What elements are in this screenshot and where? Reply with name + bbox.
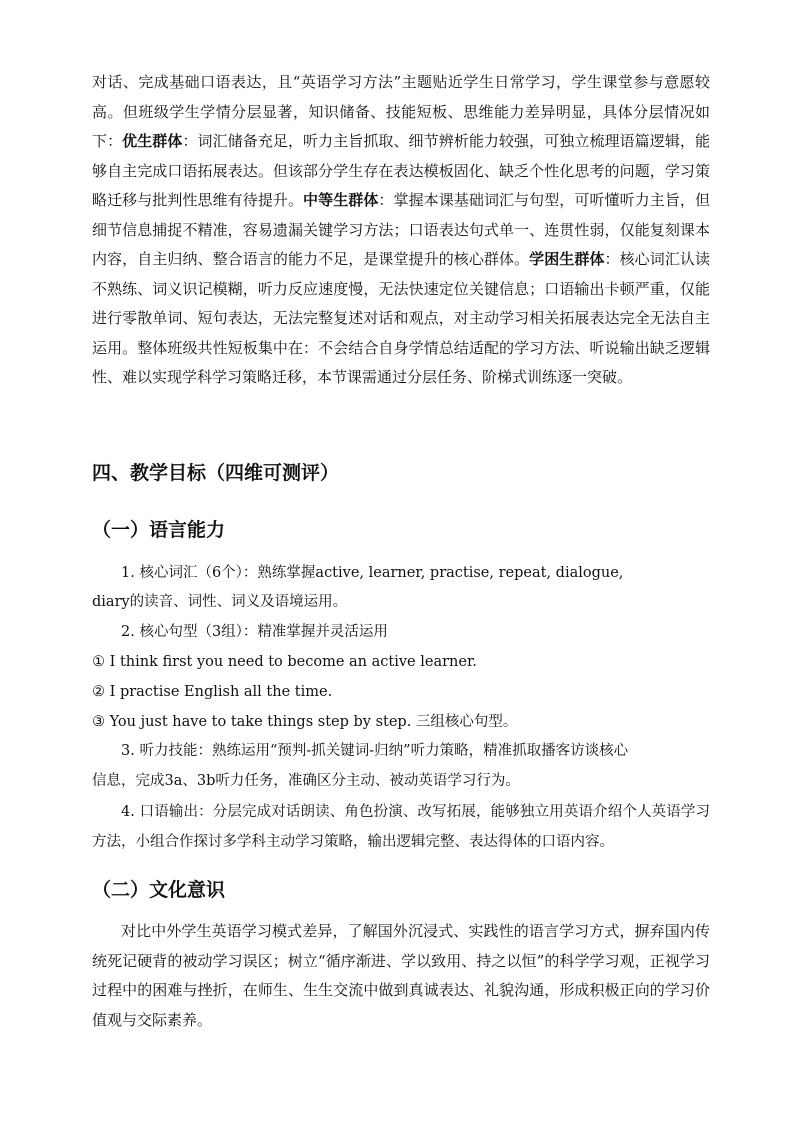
section-heading-objectives: 四、教学目标（四维可测评） bbox=[92, 462, 340, 484]
learner-analysis-paragraph bbox=[92, 68, 710, 393]
intro-text: 对话、完成基础口语表达，且“英语学习方法”主题贴近学生日常学习，学生课堂参与意愿较高。但班级学生学情分层显著，知识储备、技能短板、思维能力差异明显，具体分层情况如下： bbox=[92, 73, 710, 150]
struggling-group-text: ：核心词汇认读不熟练、词义识记模糊，听力反应速度慢，无法快速定位关键信息；口语输出卡顿严重，仅能进行零散单词、短句表达，无法完整复述对话和观点，对主动学习相关拓展表达完全无法自主运用。整体班级共性短板集中在：不会结合自身学情总结适配的学习方法、听说输出缺乏逻辑性、难以实现学科学习策略迁移，本节课需通过分层任务、阶梯式训练逐一突破。 bbox=[92, 250, 710, 386]
struggling-group-label: 学困生群体 bbox=[529, 250, 605, 268]
sentence-pattern-2: ② I practise English all the time. bbox=[92, 684, 333, 700]
listening-line-1: 3. 听力技能：熟练运用“预判-抓关键词-归纳”听力策略，精准抓取播客访谈核心 bbox=[121, 743, 629, 759]
subheading-language-ability: （一）语言能力 bbox=[92, 519, 226, 541]
middle-group-text: ：掌握本课基础词汇与句型，可听懂听力主旨，但细节信息捕捉不精准，容易遗漏关键学习方法；口语表达句式单一、连贯性弱，仅能复刻课本内容，自主归纳、整合语言的能力不足，是课堂提升的核心群体。 bbox=[92, 191, 710, 268]
subheading-cultural-awareness: （二）文化意识 bbox=[92, 879, 226, 901]
vocabulary-line-1: 1. 核心词汇（6个）：熟练掌握active, learner, practise, repeat, dialogue, bbox=[121, 565, 624, 581]
top-group-label: 优生群体 bbox=[122, 132, 183, 150]
vocabulary-line-2: diary的读音、词性、词义及语境运用。 bbox=[92, 594, 348, 610]
middle-group-label: 中等生群体 bbox=[303, 191, 379, 209]
top-group-text: ：词汇储备充足，听力主旨抓取、细节辨析能力较强，可独立梳理语篇逻辑，能够自主完成口语拓展表达。但该部分学生存在表达模板固化、缺乏个性化思考的问题，学习策略迁移与批判性思维有待提升。 bbox=[92, 132, 710, 209]
speaking-output-paragraph: 4. 口语输出：分层完成对话朗读、角色扮演、改写拓展，能够独立用英语介绍个人英语学习方法，小组合作探讨多学科主动学习策略，输出逻辑完整、表达得体的口语内容。 bbox=[92, 804, 710, 850]
cultural-awareness-paragraph: 对比中外学生英语学习模式差异，了解国外沉浸式、实践性的语言学习方式，摒弃国内传统死记硬背的被动学习误区；树立“循序渐进、学以致用、持之以恒”的科学学习观，正视学习过程中的困难与挫折，在师生、生生交流中做到真诚表达、礼貌沟通，形成积极正向的学习价值观与交际素养。 bbox=[92, 922, 710, 1029]
sentence-patterns-heading: 2. 核心句型（3组）：精准掌握并灵活运用 bbox=[121, 624, 388, 640]
listening-line-2: 信息，完成3a、3b听力任务，准确区分主动、被动英语学习行为。 bbox=[92, 773, 520, 789]
sentence-pattern-1: ① I think first you need to become an active learner. bbox=[92, 654, 477, 670]
sentence-pattern-3: ③ You just have to take things step by step. 三组核心句型。 bbox=[92, 714, 518, 730]
